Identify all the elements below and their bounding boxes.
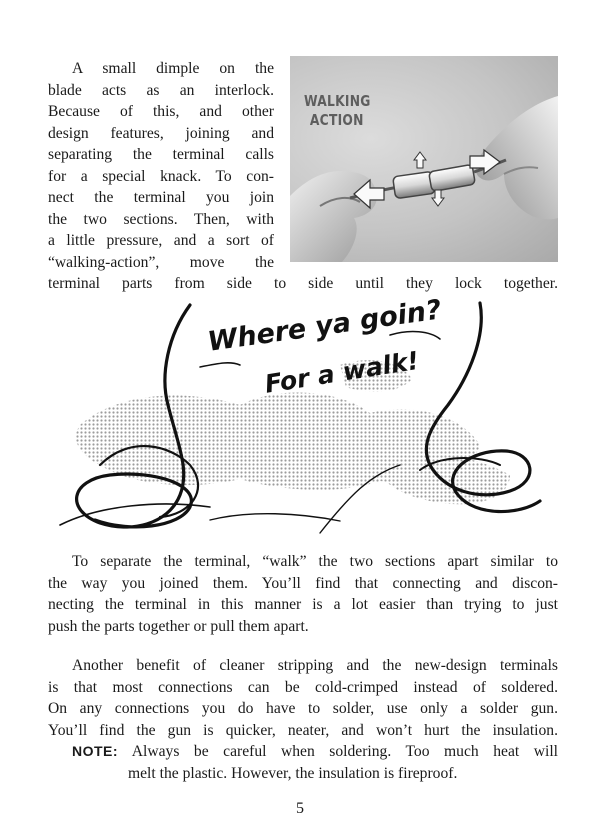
note-block bbox=[72, 741, 558, 784]
paragraph-line: the way you joined them. You’ll find that connecting and discon- bbox=[48, 574, 558, 592]
intro-line: for a special knack. To con- bbox=[48, 167, 274, 185]
illustration-text-question: Where ya goin? bbox=[205, 294, 444, 358]
paragraph-line: is that most connections can be cold-crimped instead of soldered. bbox=[48, 678, 558, 696]
note-label: NOTE: bbox=[72, 743, 119, 759]
page-number: 5 bbox=[296, 800, 304, 817]
intro-line: the two sections. Then, with bbox=[48, 210, 274, 228]
paragraph-line: push the parts together or pull them apart. bbox=[48, 617, 309, 635]
hands-terminal-image bbox=[290, 56, 558, 262]
intro-line: separating the terminal calls bbox=[48, 146, 274, 163]
photo-caption-line: ACTION bbox=[309, 111, 364, 129]
paragraph-soldering bbox=[48, 655, 558, 741]
paragraph-separating bbox=[48, 551, 558, 637]
note-line: melt the plastic. However, the insulation is fireproof. bbox=[128, 764, 458, 782]
intro-line: terminal parts from side to side until they lock together. bbox=[48, 275, 558, 292]
intro-line: design features, joining and bbox=[48, 124, 274, 142]
paragraph-line: To separate the terminal, “walk” the two sections apart similar to bbox=[72, 553, 558, 570]
intro-line: A small dimple on the bbox=[72, 60, 274, 77]
paragraph-line: Another benefit of cleaner stripping and the new-design terminals bbox=[72, 657, 558, 674]
intro-line: nect the terminal you join bbox=[48, 189, 274, 206]
note-line bbox=[72, 741, 558, 763]
intro-line: a little pressure, and a sort of bbox=[48, 232, 274, 249]
illustration-text-answer: For a walk! bbox=[262, 345, 421, 399]
intro-line: blade acts as an interlock. bbox=[48, 81, 274, 99]
walking-illustration bbox=[40, 295, 560, 545]
photo-caption-line: WALKING bbox=[304, 92, 371, 110]
paragraph-line: On any connections you do have to solder, use only a solder gun. bbox=[48, 700, 558, 717]
note-text: Always be careful when soldering. Too much heat will bbox=[131, 743, 558, 760]
paragraph-line: necting the terminal in this manner is a lot easier than trying to just bbox=[48, 596, 558, 613]
walking-action-photo bbox=[290, 56, 558, 262]
photo-caption bbox=[304, 92, 370, 130]
intro-line: Because of this, and other bbox=[48, 103, 274, 120]
intro-line: “walking-action”, move the bbox=[48, 253, 274, 271]
paragraph-line: You’ll find the gun is quicker, neater, and won’t hurt the insulation. bbox=[48, 721, 558, 739]
